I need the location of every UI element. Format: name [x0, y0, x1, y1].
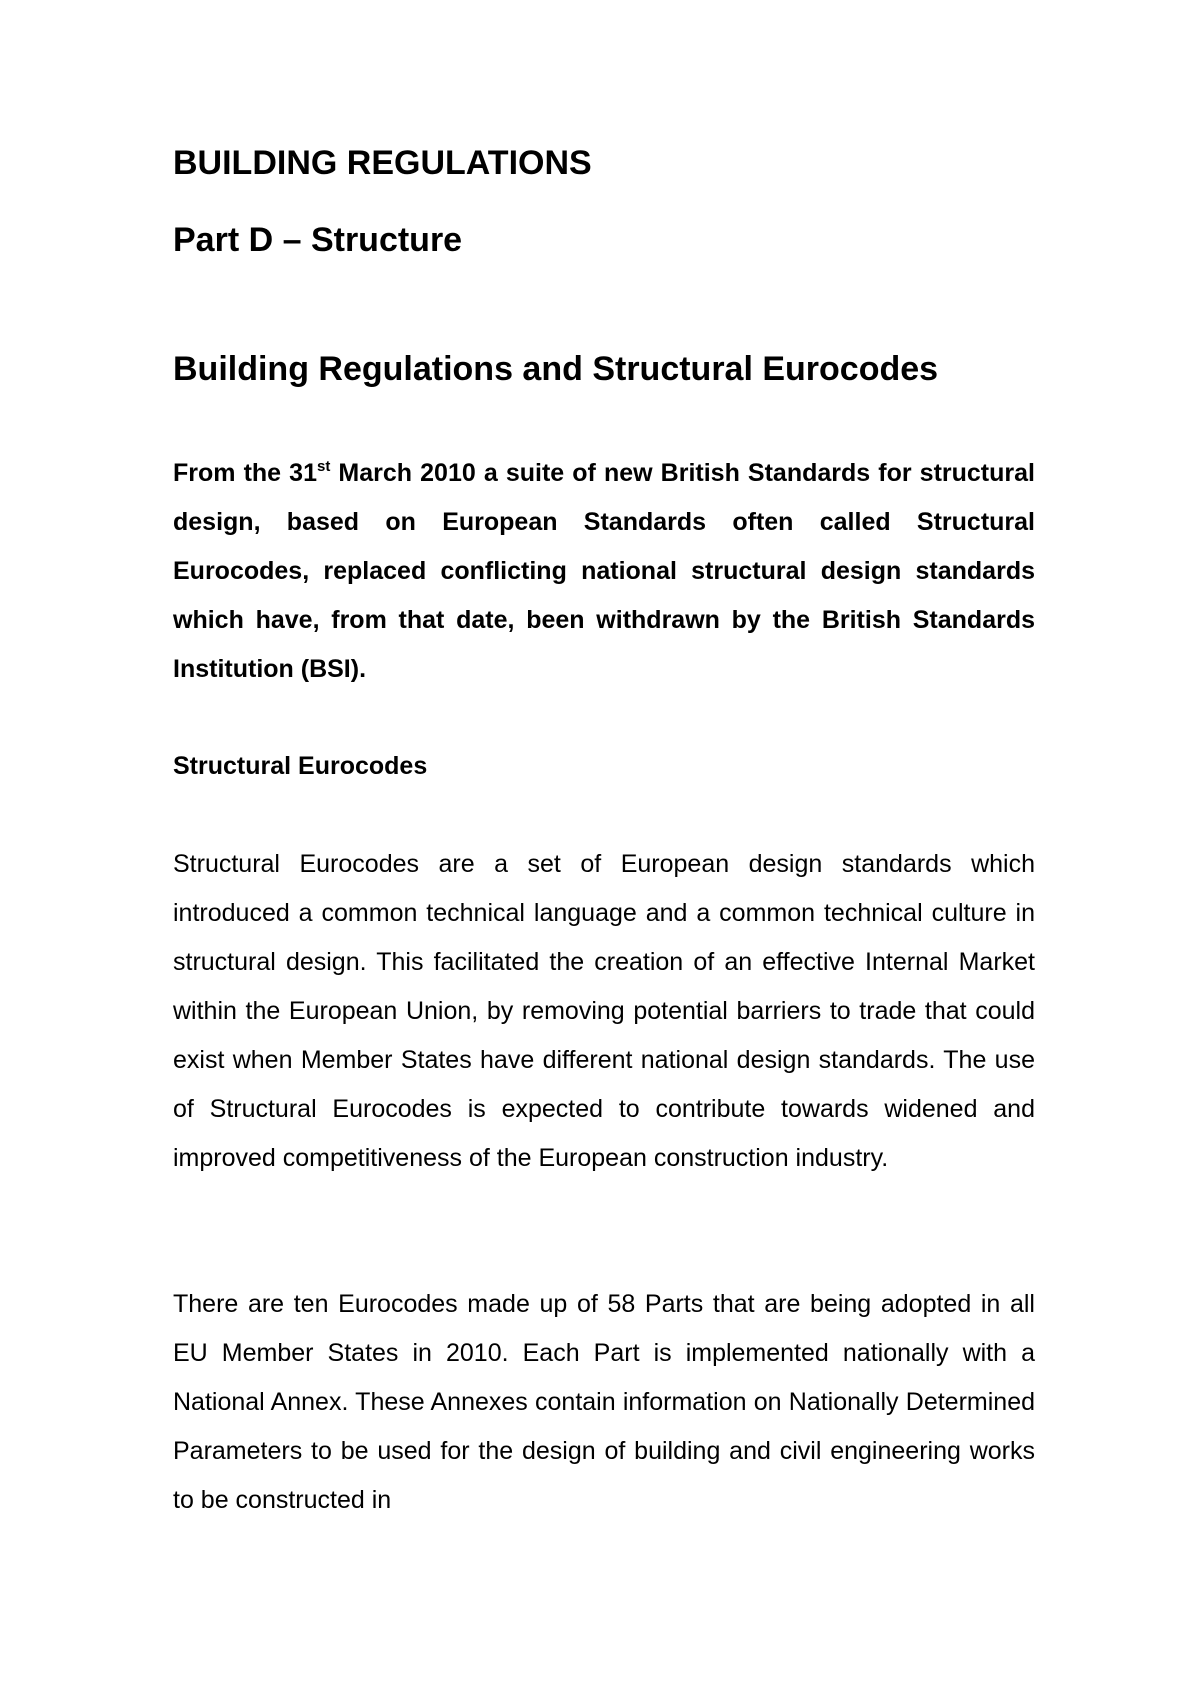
document-title: BUILDING REGULATIONS	[173, 144, 592, 182]
body-paragraph-2: There are ten Eurocodes made up of 58 Parts that are being adopted in all EU Member States in 2010. Each Part is implemented nationally with a National Annex. These Annexes contain information on Nationally Determined Parameters to be used for the design of building and civil engineering works to be constructed in	[173, 1290, 1035, 1514]
ordinal-superscript: st	[316, 458, 331, 475]
section-title: Building Regulations and Structural Eurocodes	[173, 350, 939, 388]
subheading-structural-eurocodes: Structural Eurocodes	[173, 752, 428, 780]
intro-text-start: From the 31	[173, 459, 317, 487]
part-heading: Part D – Structure	[173, 221, 463, 259]
body-paragraph-1: Structural Eurocodes are a set of European design standards which introduced a common technical language and a common technical culture in structural design. This facilitated the creation of an effective Internal Market within the European Union, by removing potential barriers to trade that could exist when Member States have different national design standards. The use of Structural Eurocodes is expected to contribute towards widened and improved competitiveness of the European construction industry.	[173, 850, 1035, 1172]
intro-text-end: March 2010 a suite of new British Standards for structural design, based on European Standards often called Structural Eurocodes, replaced conflicting national structural design standards which have, from that date, been withdrawn by the British Standards Institution (BSI).	[173, 459, 1035, 683]
intro-paragraph	[173, 449, 1035, 694]
